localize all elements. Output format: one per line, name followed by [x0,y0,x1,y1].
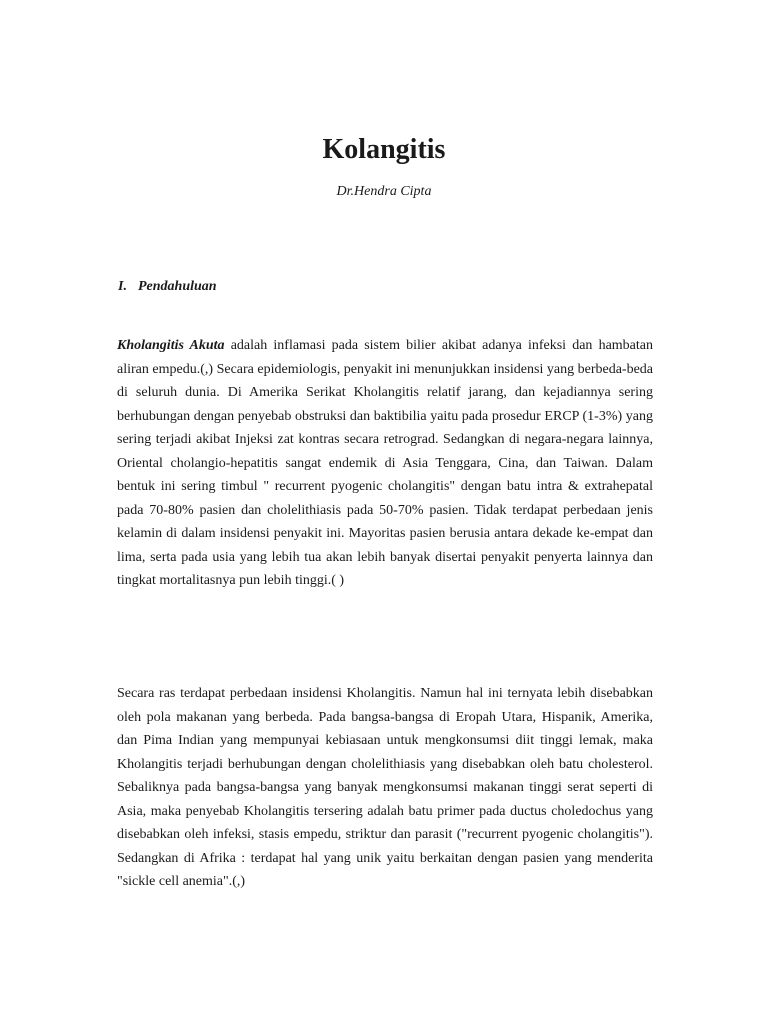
paragraph-2-text: Secara ras terdapat perbedaan insidensi Kholangitis. Namun hal ini ternyata lebih disebabkan oleh pola makanan yang berbeda. Pada bangsa-bangsa di Eropah Utara, Hispanik, Amerika, dan Pima Indian yang mempunyai kebiasaan untuk mengkonsumsi diit tinggi lemak, maka Kholangitis terjadi berhubungan dengan cholelithiasis yang disebabkan oleh batu cholesterol. Sebaliknya pada bangsa-bangsa yang banyak mengkonsumsi makanan tinggi serat seperti di Asia, maka penyebab Kholangitis tersering adalah batu primer pada ductus choledochus yang disebabkan oleh infeksi, stasis empedu, striktur dan parasit ("recurrent pyogenic cholangitis"). Sedangkan di Afrika : terdapat hal yang unik yaitu berkaitan dengan pasien yang menderita "sickle cell anemia".(,) [117,686,653,889]
paragraph-1-lead-term: Kholangitis Akuta [117,338,225,353]
document-title: Kolangitis [322,134,446,165]
section-number: I. [118,279,127,294]
paragraph-2 [117,682,653,894]
document-author: Dr.Hendra Cipta [336,184,432,199]
paragraph-1-text: adalah inflamasi pada sistem bilier akibat adanya infeksi dan hambatan aliran empedu.(,) Secara epidemiologis, penyakit ini menunjukkan insidensi yang berbeda-beda di seluruh dunia. Di Amerika Serikat Kholangitis relatif jarang, dan kejadiannya sering berhubungan dengan penyebab obstruksi dan baktibilia yaitu pada prosedur ERCP (1-3%) yang sering terjadi akibat Injeksi zat kontras secara retrograd. Sedangkan di negara-negara lainnya, Oriental cholangio-hepatitis sangat endemik di Asia Tenggara, Cina, dan Taiwan. Dalam bentuk ini sering timbul " recurrent pyogenic cholangitis" dengan batu intra & extrahepatal pada 70-80% pasien dan cholelithiasis pada 50-70% pasien. Tidak terdapat perbedaan jenis kelamin di dalam insidensi penyakit ini. Mayoritas pasien berusia antara dekade ke-empat dan lima, serta pada usia yang lebih tua akan lebih banyak disertai penyakit penyerta lainnya dan tingkat mortalitasnya pun lebih tinggi.( ) [117,338,653,588]
section-title: Pendahuluan [138,279,217,294]
paragraph-1 [117,334,653,593]
section-heading [118,279,217,295]
